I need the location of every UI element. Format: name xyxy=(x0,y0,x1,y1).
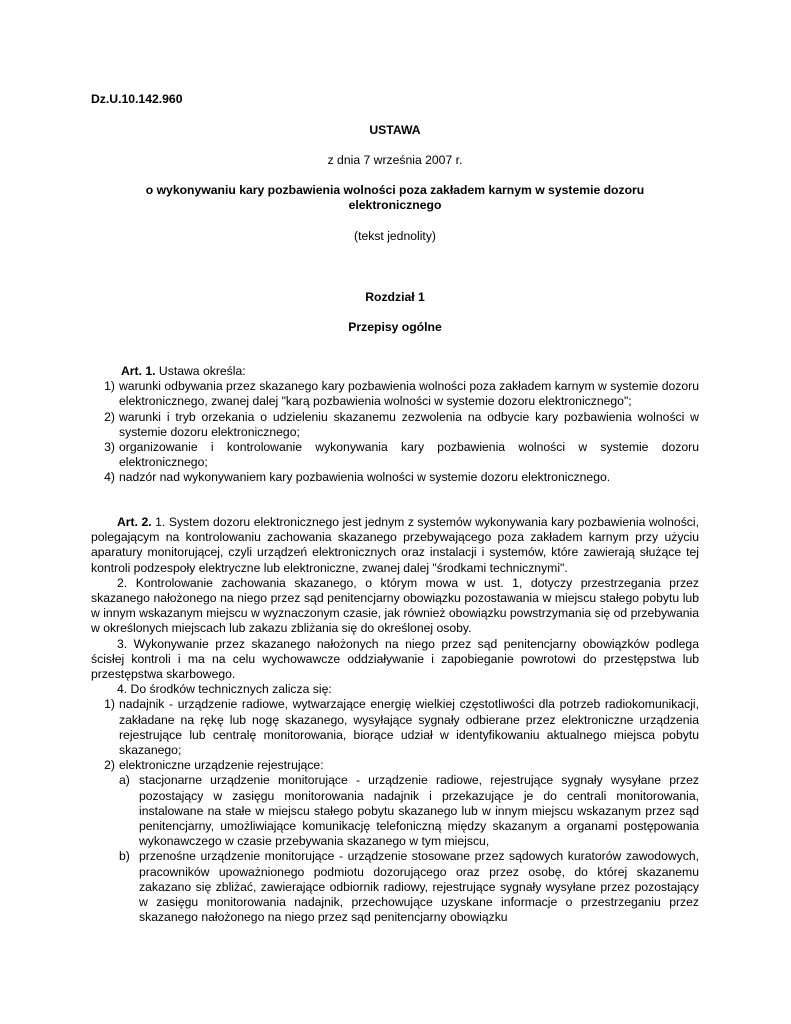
list-item: 2) warunki i tryb orzekania o udzieleniu skazanemu zezwolenia na odbycie kary pozbawienia wolności w systemie dozoru elektronicznego; xyxy=(104,409,699,439)
chapter-heading: Rozdział 1 xyxy=(365,290,425,304)
act-subject: o wykonywaniu kary pozbawienia wolności poza zakładem karnym w systemie dozoru elektronicznego xyxy=(145,183,645,213)
list-item: 3) organizowanie i kontrolowanie wykonywania kary pozbawienia wolności w systemie dozoru elektronicznego; xyxy=(104,440,699,470)
article-2-para-2: 2. Kontrolowanie zachowania skazanego, o którym mowa w ust. 1, dotyczy przestrzegania przez skazanego nałożonego na niego przez sąd penitencjarny obowiązku pozostawania w miejscu stałego pobytu lub w innym wskazanym miejscu w wyznaczonym czasie, jak również obowiązku powstrzymania się od przebywania w określonych miejscach lub zakazu zbliżania się do określonej osoby. xyxy=(91,575,699,636)
article-1-intro: Ustawa określa: xyxy=(155,364,246,378)
article-1-label: Art. 1. xyxy=(121,364,156,378)
chapter-title: Przepisy ogólne xyxy=(348,320,442,334)
act-date: z dnia 7 września 2007 r. xyxy=(327,153,463,167)
list-item: 1) warunki odbywania przez skazanego kary pozbawienia wolności poza zakładem karnym w systemie dozoru elektronicznego, zwanej dalej "karą pozbawienia wolności w systemie dozoru elektronicznego"; xyxy=(104,379,699,409)
act-title: USTAWA xyxy=(369,123,421,137)
sub-list-item: b) przenośne urządzenie monitorujące - urządzenie stosowane przez sądowych kuratorów zawodowych, pracowników upoważnionego podmiotu dozorującego oraz przez osobę, do której skazanemu zakazano się zbliżać, zawierające odbiornik radiowy, rejestrujące sygnały wysyłane przez pozostający w zasięgu monitorowania nadajnik, przechowujące uzyskane informacje o przestrzeganiu przez skazanego nałożonego na niego przez sąd penitencjarny obowiązku xyxy=(119,849,699,925)
journal-reference: Dz.U.10.142.960 xyxy=(91,92,183,106)
consolidated-note: (tekst jednolity) xyxy=(354,229,436,243)
sub-list-item: a) stacjonarne urządzenie monitorujące - urządzenie radiowe, rejestrujące sygnały wysyłane przez pozostający w zasięgu monitorowania nadajnik i przekazujące je do centrali monitorowania, instalowane na stałe w miejscu stałego pobytu skazanego lub w innym miejscu wskazanym przez sąd penitencjarny, umożliwiające komunikację telefoniczną między skazanym a organami postępowania wykonawczego w czasie przebywania skazanego w tym miejscu, xyxy=(119,773,699,849)
article-2-para-3: 3. Wykonywanie przez skazanego nałożonych na niego przez sąd penitencjarny obowiązków podlega ścisłej kontroli i ma na celu wychowawcze oddziaływanie i zapobieganie powrotowi do przestępstwa lub przestępstwa skarbowego. xyxy=(91,636,699,682)
article-2-label: Art. 2. xyxy=(117,515,152,529)
list-item: 1) nadajnik - urządzenie radiowe, wytwarzające energię wielkiej częstotliwości dla potrzeb radiokomunikacji, zakładane na rękę lub nogę skazanego, wysyłające sygnały odbierane przez elektroniczne urządzenia rejestrujące lub centralę monitorowania, biorące udział w identyfikowaniu aktualnego miejsca pobytu skazanego; xyxy=(104,697,699,758)
article-2 xyxy=(91,515,699,925)
article-1 xyxy=(95,364,699,486)
article-2-para-1: 1. System dozoru elektronicznego jest jednym z systemów wykonywania kary pozbawienia wolności, polegającym na kontrolowaniu zachowania skazanego przebywającego poza zakładem karnym przy użyciu aparatury monitorującej, czyli urządzeń elektronicznych oraz instalacji i systemów, które zawierają służące tej kontroli podzespoły elektryczne lub elektroniczne, zwanej dalej "środkami technicznymi". xyxy=(91,515,699,575)
list-item: 2) elektroniczne urządzenie rejestrujące: xyxy=(104,758,324,773)
article-2-para-4: 4. Do środków technicznych zalicza się: xyxy=(117,682,332,697)
list-item: 4) nadzór nad wykonywaniem kary pozbawienia wolności w systemie dozoru elektronicznego. xyxy=(104,470,611,485)
